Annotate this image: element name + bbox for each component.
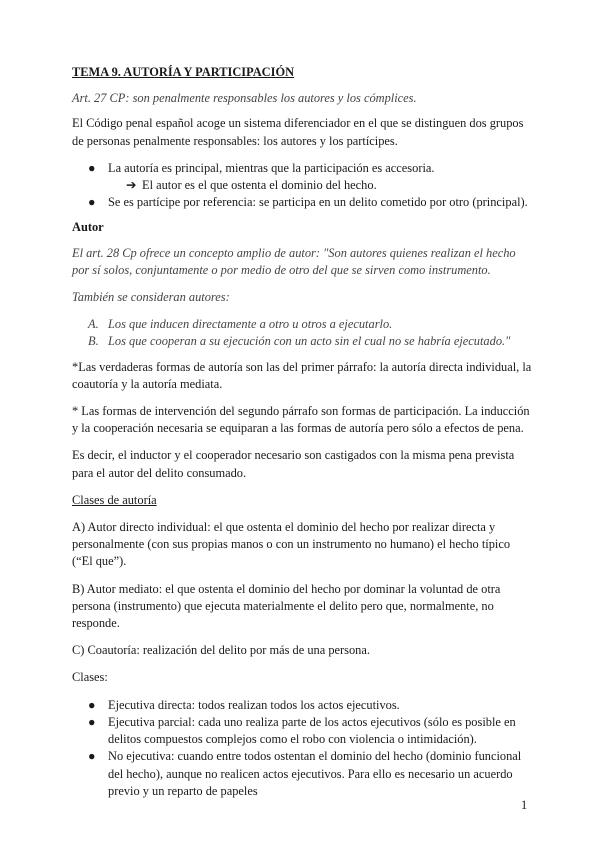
principles-list	[72, 160, 532, 212]
list-item-text: Ejecutiva directa: todos realizan todos los actos ejecutivos.	[108, 697, 400, 712]
bullet-icon: ●	[88, 195, 96, 210]
list-marker: A.	[88, 317, 99, 332]
list-item-text: Ejecutiva parcial: cada uno realiza parte de los actos ejecutivos (sólo es posible en delitos compuestos complejos como el robo con violencia o intimidación).	[108, 714, 516, 747]
bullet-icon: ●	[88, 714, 96, 729]
bullet-icon: ●	[88, 697, 96, 712]
page-title: TEMA 9. AUTORÍA Y PARTICIPACIÓN	[72, 65, 295, 79]
list-subitem	[72, 177, 532, 194]
list-item-text: Se es partícipe por referencia: se participa en un delito cometido por otro (principal).	[108, 195, 528, 210]
section-heading-autor: Autor	[72, 220, 104, 235]
page-number: 1	[521, 798, 528, 812]
art27-quote: Art. 27 CP: son penalmente responsables los autores y los cómplices.	[72, 91, 417, 106]
bullet-icon: ●	[88, 749, 96, 764]
list-subitem-text: El autor es el que ostenta el dominio del hecho.	[142, 178, 377, 193]
list-item-text: No ejecutiva: cuando entre todos ostentan el dominio del hecho (dominio funcional del hecho), aunque no realicen actos ejecutivos. Para ello es necesario un acuerdo previo y un reparto de papeles	[108, 749, 522, 798]
list-item	[72, 714, 532, 748]
bullet-icon: ●	[88, 160, 96, 175]
list-item	[72, 697, 532, 714]
clase-b-paragraph: B) Autor mediato: el que ostenta el dominio del hecho por dominar la voluntad de otra persona (instrumento) que ejecuta materialmente el delito pero que, normalmente, no responde.	[72, 581, 501, 631]
list-marker: B.	[88, 334, 99, 349]
art28-quote: El art. 28 Cp ofrece un concepto amplio de autor: "Son autores quienes realizan el hecho por sí solos, conjuntamente o por medio de otro del que se sirven como instrumento.	[72, 245, 516, 277]
list-item-text: Los que cooperan a su ejecución con un acto sin el cual no se habría ejecutado."	[108, 334, 511, 349]
document-page	[72, 64, 532, 808]
coautoria-types-list	[72, 697, 532, 800]
list-item-text: Los que inducen directamente a otro u otros a ejecutarlo.	[108, 317, 393, 332]
also-authors-label: También se consideran autores:	[72, 290, 230, 305]
note-paragraph-1: *Las verdaderas formas de autoría son las del primer párrafo: la autoría directa individual, la coautoría y la autoría mediata.	[72, 359, 532, 391]
list-item-text: La autoría es principal, mientras que la participación es accesoria.	[108, 160, 435, 175]
list-item	[72, 160, 532, 177]
list-item	[72, 316, 532, 333]
list-item	[72, 333, 532, 350]
arrow-right-icon: ➔	[126, 178, 137, 193]
note-paragraph-2: * Las formas de intervención del segundo párrafo son formas de participación. La inducción y la cooperación necesaria se equiparan a las formas de autoría pero sólo a efectos de pena.	[72, 404, 530, 436]
clases-label: Clases:	[72, 670, 108, 685]
note-paragraph-3: Es decir, el inductor y el cooperador necesario son castigados con la misma pena prevista para el autor del delito consumado.	[72, 448, 515, 480]
section-heading-clases-autoria: Clases de autoría	[72, 492, 157, 507]
list-item	[72, 194, 532, 211]
intro-paragraph: El Código penal español acoge un sistema diferenciador en el que se distinguen dos grupos de personas penalmente responsables: los autores y los partícipes.	[72, 116, 524, 148]
clase-c-paragraph: C) Coautoría: realización del delito por más de una persona.	[72, 643, 370, 658]
clase-a-paragraph: A) Autor directo individual: el que ostenta el dominio del hecho por realizar directa y personalmente (con sus propias manos o con un instrumento no humano) el hecho típico (“El que”).	[72, 520, 511, 569]
also-authors-list	[72, 316, 532, 350]
list-item	[72, 748, 532, 800]
